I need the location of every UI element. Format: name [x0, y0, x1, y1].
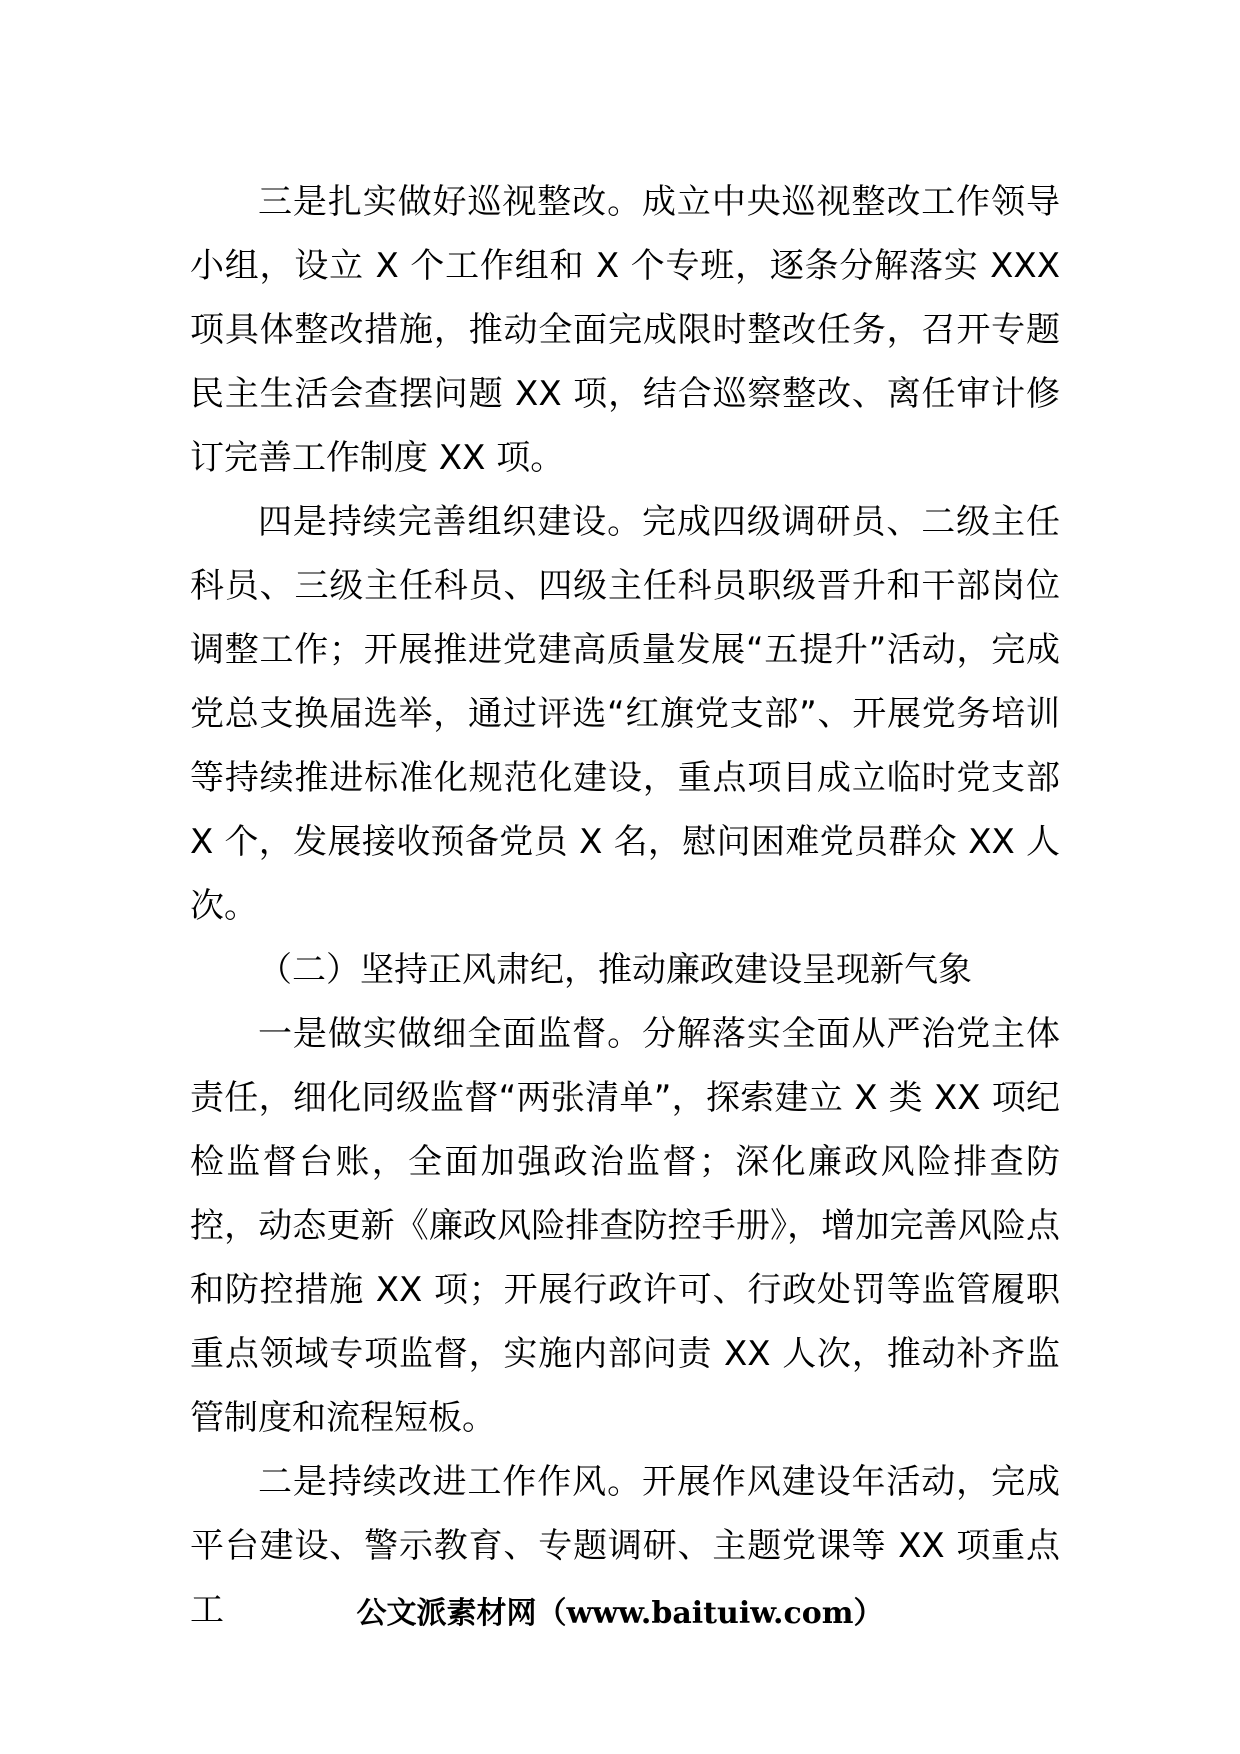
- footer-watermark: 公文派素材网（www.baituiw.com）: [356, 1596, 884, 1631]
- document-body: [190, 170, 1060, 1642]
- paragraph-organization-building: 四是持续完善组织建设。完成四级调研员、二级主任科员、三级主任科员、四级主任科员职级晋升和干部岗位调整工作；开展推进党建高质量发展“五提升”活动，完成党总支换届选举，通过评选“红旗党支部”、开展党务培训等持续推进标准化规范化建设，重点项目成立临时党支部 X 个，发展接收预备党员 X 名，慰问困难党员群众 XX 人次。: [190, 502, 1060, 926]
- section-heading: （二）坚持正风肃纪，推动廉政建设呈现新气象: [258, 950, 972, 990]
- paragraph-work-style: 二是持续改进工作作风。开展作风建设年活动，完成平台建设、警示教育、专题调研、主题党课等 XX 项重点工: [190, 1462, 1060, 1630]
- paragraph-supervision: 一是做实做细全面监督。分解落实全面从严治党主体责任，细化同级监督“两张清单”，探索建立 X 类 XX 项纪检监督台账，全面加强政治监督；深化廉政风险排查防控，动态更新《廉政风险排查防控手册》，增加完善风险点和防控措施 XX 项；开展行政许可、行政处罚等监管履职重点领域专项监督，实施内部问责 XX 人次，推动补齐监管制度和流程短板。: [190, 1014, 1060, 1438]
- paragraph-inspection-rectification: 三是扎实做好巡视整改。成立中央巡视整改工作领导小组，设立 X 个工作组和 X 个专班，逐条分解落实 XXX 项具体整改措施，推动全面完成限时整改任务，召开专题民主生活会查摆问题 XX 项，结合巡察整改、离任审计修订完善工作制度 XX 项。: [190, 182, 1060, 478]
